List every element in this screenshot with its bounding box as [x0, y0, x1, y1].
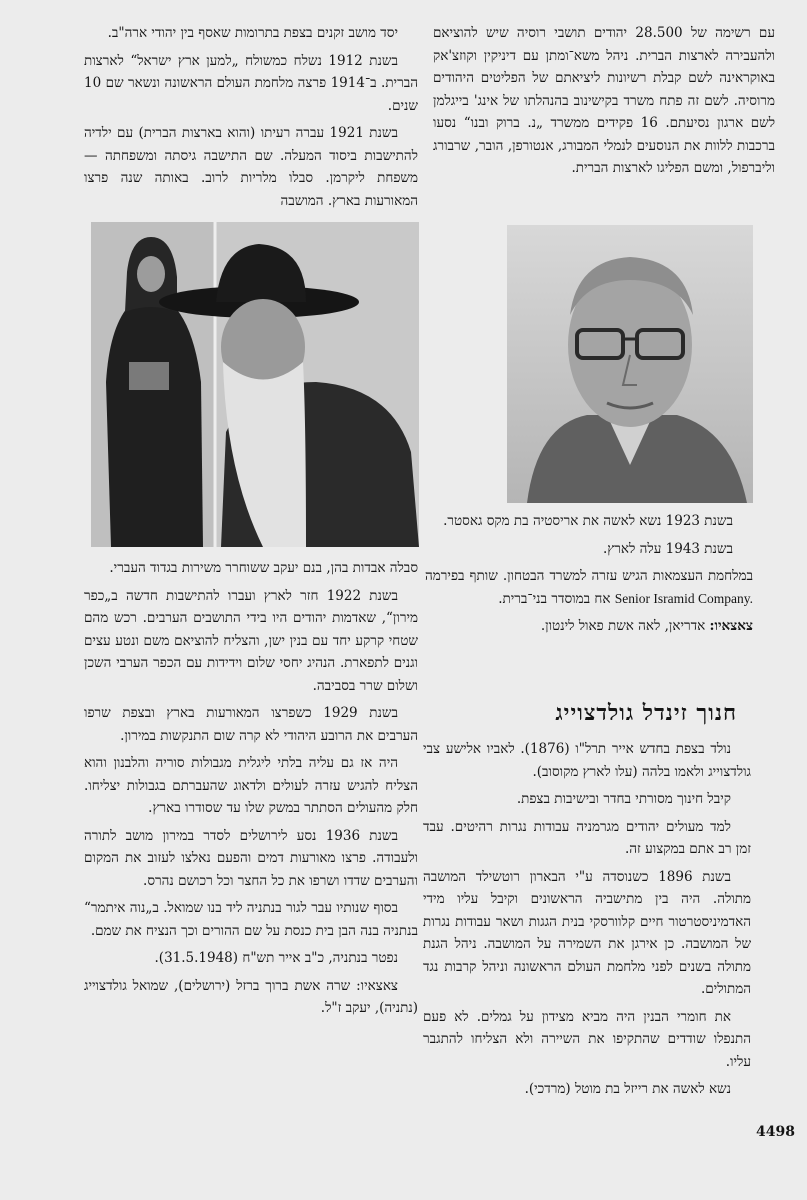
descendants-text: אדריאן, לאה אשת פאול לינטון. — [540, 618, 706, 634]
paragraph — [425, 565, 753, 610]
paragraph: היה אז גם עליה בלתי ליגלית מגבולות סוריה והלבנון והוא הצליח להגיש עזרה לעולים ולדאוג שהעברתם בגבולות יצליחו. חלק מהעולים הסתתר במשק שלו עד שסודרו בארץ. — [84, 755, 418, 816]
paragraph: נפטר בנתניה, כ"ב אייר תש"ח (31.5.1948). — [154, 950, 398, 966]
paragraph: צאצאיו: שרה אשת ברוך ברזל (ירושלים), שמואל גולדצוייג (נתניה), יעקב ז"ל. — [84, 977, 418, 1016]
portrait-photo-man-glasses — [507, 225, 753, 503]
right-bottom-column — [425, 510, 753, 643]
right-top-column — [433, 22, 775, 185]
paragraph: בשנת 1936 נסע לירושלים לסדר במירון מושב לתורה ולעבודה. פרצו מאורעות דמים והפעם נאלצו לעזוב את המקום והערבים שדדו ושרפו את כל החצר וכל רכושם נהרס. — [84, 827, 418, 889]
paragraph: למד מעולים יהודים מגרמניה עבודות נגרות רהיטים. עבד זמן רב אתם במקצוע זה. — [423, 818, 751, 857]
paragraph: בשנת 1921 עברה רעיתו (והוא בארצות הברית) עם ילדיה להתישבות ביסוד המעלה. שם התישבה גיסתה ומשפחתה — משפחת ליקרמן. סבלו מלריות לרוב. באותה שנה פרצו המאורעות בארץ. המושבה — [84, 125, 418, 209]
paragraph: נולד בצפת בחדש אייר תרל"ו (1876). לאביו אלישע צבי גולדצוייג ולאמו בלהה (עלו לארץ מקוסוב). — [423, 741, 751, 780]
paragraph: בשנת 1912 נשלח כמשולח „למען ארץ ישראל“ לארצות הברית. ב־1914 פרצה מלחמת העולם הראשונה ונשאר שם 10 שנים. — [84, 52, 418, 114]
text-segment: במלחמת העצמאות הגיש עזרה למשרד הבטחון. שותף בפירמה — [425, 568, 753, 584]
paragraph: סבלה אבדות בהן, בנם יעקב ששוחרר משירות בגדוד העברי. — [109, 560, 418, 576]
couple-photo — [91, 222, 419, 547]
text-segment: אח במוסדר בני־ברית. — [498, 590, 611, 607]
left-bottom-column — [84, 557, 418, 1025]
biography-heading: חנוך זינדל גולדצוייג — [555, 700, 737, 726]
company-name: Senior Isramid Company. — [614, 590, 753, 606]
paragraph: נשא לאשה את רייזל בת מוטל (מרדכי). — [524, 1081, 731, 1097]
paragraph: את חומרי הבנין היה מביא מצידון על גמלים. לא פעם התנפלו שודדים שהתקיפו את השיירה ולא הצליחו להתגבר עליו. — [423, 1008, 751, 1070]
paragraph: בשנת 1943 עלה לארץ. — [602, 540, 733, 557]
paragraph: בשנת 1923 נשא לאשה את אריסטיה בת מקס גאסטר. — [443, 513, 733, 529]
paragraph: עם רשימה של 28.500 יהודים תושבי רוסיה שיש להוציאם ולהעבירה לארצות הברית. ניהל משא־ומתן עם דיניקין וקוזצ'אק באוקראינה לשם קבלת רשיונות ליציאתם של הפליטים היהודים מרוסיה. לשם זה פתח משרד בקישינוב בהנהלתו של אינג' בייגלמן לשם ארגון נסיעתם. 16 פקידים ממשרד „נ. ברוק ובנו“ נסעו ברכבות ללוות את הנוסעים לנמלי המבורג, אנטורפן, הובר, שרבורג וליברפול, ומשם הפליגו לארצות הברית. — [433, 25, 776, 176]
paragraph: קיבל חינוך מסורתי בחדר ובישיבות בצפת. — [516, 791, 731, 807]
descendants-label: צאצאיו: — [709, 618, 753, 634]
page-number: 4498 — [756, 1124, 795, 1140]
paragraph: בשנת 1896 כשנוסדה ע"י הבארון רוטשילד המושבה מתולה. היה בין מתישביה הראשונים וקיבל עליו מידי האדמיניסטרטור חיים קלוורסקי בנית הגגות ושאר עבודות נגרות של המושבה. כן אירגן את השמירה על המושבה. ניהל הגנת מתולה בשנים לפני מלחמת העולם הראשונה וניהל קרבות נגד המתולים. — [423, 868, 751, 997]
paragraph: בסוף שנותיו עבר לגור בנתניה ליד בנו שמואל. ב„נוה איתמר“ בנתניה בנה הבן בית כנסת על שם ההורים וכך הנציח את שמם. — [84, 900, 418, 939]
paragraph: בשנת 1922 חזר לארץ ועברו להתישבות חדשה ב„כפר מירון“, שאדמות יהודים היו בידי התושבים הערבים. רכש מהם שטחי קרקע יחד עם בנין ישן, והצליח להוציאם משם ונטע עצים וגנים לתפארת. הנהיג יחסי שלום וידידות עם הכפר הערבי השכן ושלום שרר בסביבה. — [84, 587, 418, 694]
paragraph: יסד מושב זקנים בצפת בתרומות שאסף בין יהודי ארה"ב. — [107, 25, 398, 41]
left-top-column — [84, 22, 418, 217]
paragraph — [425, 615, 753, 638]
right-bio-column — [423, 738, 751, 1106]
paragraph: בשנת 1929 כשפרצו המאורעות בארץ ובצפת שרפו הערבים את הרובע היהודי לא קרה שום התנקשות במירון. — [84, 705, 418, 744]
